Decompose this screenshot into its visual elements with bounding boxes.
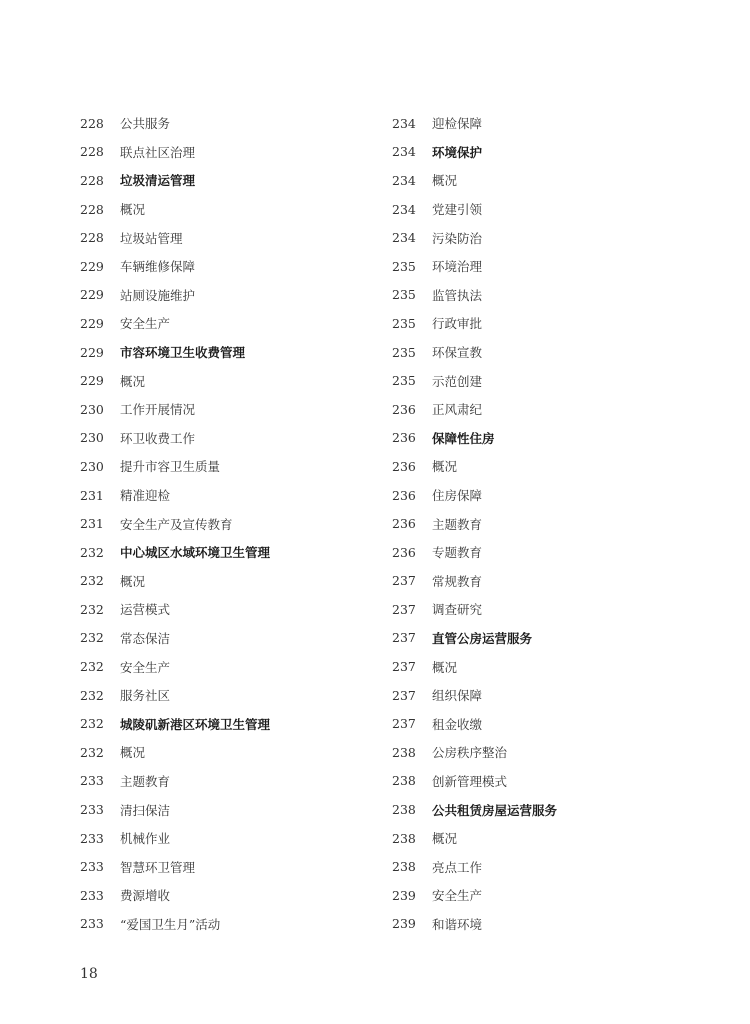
toc-entry-title: 概况 xyxy=(120,573,146,589)
toc-entry-title: 党建引领 xyxy=(432,202,483,218)
toc-entry[interactable] xyxy=(392,481,692,510)
toc-entry[interactable] xyxy=(80,852,380,881)
toc-entry-title: 监管执法 xyxy=(432,287,483,303)
toc-page-number: 231 xyxy=(80,516,104,532)
toc-entry-title: 机械作业 xyxy=(120,831,171,847)
toc-page-number: 233 xyxy=(80,916,104,932)
toc-entry-title: 住房保障 xyxy=(432,488,483,504)
toc-section-heading[interactable] xyxy=(80,538,380,567)
toc-page-number: 235 xyxy=(392,315,416,331)
toc-entry[interactable] xyxy=(80,424,380,453)
toc-entry-title: 租金收缴 xyxy=(432,716,483,732)
toc-section-heading[interactable] xyxy=(80,709,380,738)
toc-entry-title: 公共租赁房屋运营服务 xyxy=(432,802,558,818)
toc-entry[interactable] xyxy=(80,738,380,767)
toc-page-number: 228 xyxy=(80,172,104,188)
toc-entry-title: 环卫收费工作 xyxy=(120,430,196,446)
toc-page-number: 232 xyxy=(80,659,104,675)
toc-page-number: 235 xyxy=(392,344,416,360)
toc-page-number: 232 xyxy=(80,573,104,589)
toc-page-number: 229 xyxy=(80,258,104,274)
toc-section-heading[interactable] xyxy=(80,166,380,195)
toc-section-heading[interactable] xyxy=(392,795,692,824)
toc-entry[interactable] xyxy=(80,138,380,167)
toc-entry-title: 安全生产 xyxy=(432,888,483,904)
toc-entry-title: 组织保障 xyxy=(432,688,483,704)
toc-entry-title: 安全生产及宣传教育 xyxy=(120,516,233,532)
toc-entry-title: 垃圾站管理 xyxy=(120,230,183,246)
toc-page-number: 234 xyxy=(392,201,416,217)
toc-entry-title: 正风肃纪 xyxy=(432,402,483,418)
toc-section-heading[interactable] xyxy=(392,424,692,453)
toc-entry[interactable] xyxy=(80,681,380,710)
toc-entry-title: 站厕设施维护 xyxy=(120,287,196,303)
toc-page-number: 229 xyxy=(80,344,104,360)
toc-entry-title: 亮点工作 xyxy=(432,859,483,875)
toc-page-number: 228 xyxy=(80,115,104,131)
toc-entry-title: 公房秩序整治 xyxy=(432,745,508,761)
toc-entry[interactable] xyxy=(80,281,380,310)
toc-entry-title: 主题教育 xyxy=(120,773,171,789)
toc-page-number: 237 xyxy=(392,573,416,589)
toc-entry-title: 费源增收 xyxy=(120,888,171,904)
toc-page-number: 238 xyxy=(392,859,416,875)
toc-entry-title: 常态保洁 xyxy=(120,630,171,646)
toc-entry[interactable] xyxy=(392,881,692,910)
toc-entry[interactable] xyxy=(80,452,380,481)
toc-entry-title: 概况 xyxy=(120,745,146,761)
toc-entry-title: 直管公房运营服务 xyxy=(432,630,533,646)
toc-entry-title: 概况 xyxy=(432,831,458,847)
toc-page-number: 233 xyxy=(80,830,104,846)
toc-column-left xyxy=(80,109,380,938)
toc-entry-title: 垃圾清运管理 xyxy=(120,173,196,189)
toc-entry[interactable] xyxy=(80,252,380,281)
toc-entry[interactable] xyxy=(392,910,692,939)
toc-entry-title: 环保宣教 xyxy=(432,345,483,361)
toc-page-number: 237 xyxy=(392,659,416,675)
toc-entry[interactable] xyxy=(392,567,692,596)
toc-entry[interactable] xyxy=(80,652,380,681)
toc-entry[interactable] xyxy=(80,595,380,624)
toc-page-number: 232 xyxy=(80,687,104,703)
toc-entry-title: 车辆维修保障 xyxy=(120,259,196,275)
toc-page-number: 239 xyxy=(392,887,416,903)
toc-page-number: 234 xyxy=(392,144,416,160)
toc-page-number: 232 xyxy=(80,744,104,760)
toc-entry-title: 保障性住房 xyxy=(432,430,495,446)
toc-entry-title: 智慧环卫管理 xyxy=(120,859,196,875)
toc-entry-title: 精准迎检 xyxy=(120,488,171,504)
toc-entry[interactable] xyxy=(80,509,380,538)
toc-entry-title: 创新管理模式 xyxy=(432,773,508,789)
toc-entry-title: 服务社区 xyxy=(120,688,171,704)
toc-entry-title: 安全生产 xyxy=(120,316,171,332)
toc-entry[interactable] xyxy=(80,624,380,653)
toc-page-number: 231 xyxy=(80,487,104,503)
toc-entry-title: 示范创建 xyxy=(432,373,483,389)
toc-entry[interactable] xyxy=(392,338,692,367)
toc-entry-title: 安全生产 xyxy=(120,659,171,675)
toc-page-number: 233 xyxy=(80,773,104,789)
toc-entry[interactable] xyxy=(392,767,692,796)
toc-entry[interactable] xyxy=(392,452,692,481)
toc-entry-title: 环境保护 xyxy=(432,144,483,160)
toc-page-number: 232 xyxy=(80,716,104,732)
toc-entry[interactable] xyxy=(392,166,692,195)
toc-entry[interactable] xyxy=(392,709,692,738)
toc-section-heading[interactable] xyxy=(392,624,692,653)
toc-entry-title: 常规教育 xyxy=(432,573,483,589)
toc-entry-title: 概况 xyxy=(120,373,146,389)
toc-section-heading[interactable] xyxy=(392,138,692,167)
toc-page-number: 239 xyxy=(392,916,416,932)
toc-entry[interactable] xyxy=(80,395,380,424)
toc-entry[interactable] xyxy=(80,910,380,939)
toc-entry[interactable] xyxy=(392,281,692,310)
toc-entry[interactable] xyxy=(392,223,692,252)
toc-page-number: 232 xyxy=(80,601,104,617)
toc-entry-title: 概况 xyxy=(432,659,458,675)
toc-entry[interactable] xyxy=(392,852,692,881)
toc-entry[interactable] xyxy=(392,395,692,424)
toc-page-number: 236 xyxy=(392,458,416,474)
toc-entry[interactable] xyxy=(392,538,692,567)
toc-entry[interactable] xyxy=(392,595,692,624)
toc-page-number: 238 xyxy=(392,773,416,789)
toc-entry-title: 城陵矶新港区环境卫生管理 xyxy=(120,716,271,732)
toc-page-number: 230 xyxy=(80,458,104,474)
toc-entry-title: 行政审批 xyxy=(432,316,483,332)
toc-entry[interactable] xyxy=(80,223,380,252)
toc-page-number: 237 xyxy=(392,687,416,703)
toc-page-number: 236 xyxy=(392,401,416,417)
toc-entry-title: 专题教育 xyxy=(432,545,483,561)
toc-page-number: 236 xyxy=(392,544,416,560)
toc-entry-title: 提升市容卫生质量 xyxy=(120,459,221,475)
toc-page-number: 237 xyxy=(392,716,416,732)
toc-entry[interactable] xyxy=(80,195,380,224)
toc-entry[interactable] xyxy=(392,366,692,395)
toc-entry[interactable] xyxy=(392,195,692,224)
toc-entry[interactable] xyxy=(80,881,380,910)
toc-entry-title: 联点社区治理 xyxy=(120,144,196,160)
toc-entry-title: 市容环境卫生收费管理 xyxy=(120,345,246,361)
toc-page-number: 230 xyxy=(80,401,104,417)
toc-page-number: 229 xyxy=(80,315,104,331)
toc-entry-title: 和谐环境 xyxy=(432,916,483,932)
toc-entry[interactable] xyxy=(80,481,380,510)
toc-page-number: 232 xyxy=(80,544,104,560)
toc-entry[interactable] xyxy=(392,309,692,338)
toc-entry[interactable] xyxy=(80,767,380,796)
toc-page-number: 235 xyxy=(392,373,416,389)
toc-page-number: 235 xyxy=(392,258,416,274)
toc-page-number: 234 xyxy=(392,172,416,188)
toc-entry-title: 概况 xyxy=(120,202,146,218)
toc-entry[interactable] xyxy=(392,509,692,538)
toc-entry[interactable] xyxy=(392,652,692,681)
toc-entry-title: 主题教育 xyxy=(432,516,483,532)
toc-entry-title: “爱国卫生月”活动 xyxy=(120,916,221,932)
toc-page-number: 238 xyxy=(392,744,416,760)
toc-entry[interactable] xyxy=(80,824,380,853)
toc-page-number: 232 xyxy=(80,630,104,646)
toc-entry[interactable] xyxy=(392,681,692,710)
toc-page-number: 237 xyxy=(392,601,416,617)
toc-section-heading[interactable] xyxy=(80,338,380,367)
toc-page-number: 233 xyxy=(80,859,104,875)
toc-entry[interactable] xyxy=(392,738,692,767)
toc-page-number: 236 xyxy=(392,487,416,503)
toc-page-number: 234 xyxy=(392,230,416,246)
toc-entry[interactable] xyxy=(392,252,692,281)
page-number: 18 xyxy=(80,966,98,982)
toc-page-number: 236 xyxy=(392,430,416,446)
toc-page-number: 238 xyxy=(392,802,416,818)
toc-entry[interactable] xyxy=(392,824,692,853)
toc-page-number: 235 xyxy=(392,287,416,303)
toc-entry-title: 迎检保障 xyxy=(432,116,483,132)
toc-column-right xyxy=(392,109,692,938)
toc-entry-title: 中心城区水域环境卫生管理 xyxy=(120,545,271,561)
toc-page-number: 230 xyxy=(80,430,104,446)
toc-page-number: 236 xyxy=(392,516,416,532)
toc-entry[interactable] xyxy=(80,795,380,824)
toc-entry-title: 概况 xyxy=(432,459,458,475)
toc-page-number: 238 xyxy=(392,830,416,846)
toc-page-number: 229 xyxy=(80,287,104,303)
toc-entry-title: 运营模式 xyxy=(120,602,171,618)
toc-entry-title: 调查研究 xyxy=(432,602,483,618)
toc-entry[interactable] xyxy=(80,366,380,395)
toc-entry-title: 公共服务 xyxy=(120,116,171,132)
toc-page-number: 233 xyxy=(80,802,104,818)
toc-entry-title: 工作开展情况 xyxy=(120,402,196,418)
toc-entry[interactable] xyxy=(80,109,380,138)
toc-entry[interactable] xyxy=(80,309,380,338)
toc-entry[interactable] xyxy=(392,109,692,138)
toc-page-number: 237 xyxy=(392,630,416,646)
toc-page-number: 229 xyxy=(80,373,104,389)
toc-page-number: 233 xyxy=(80,887,104,903)
toc-entry[interactable] xyxy=(80,567,380,596)
toc-entry-title: 环境治理 xyxy=(432,259,483,275)
toc-entry-title: 清扫保洁 xyxy=(120,802,171,818)
toc-entry-title: 污染防治 xyxy=(432,230,483,246)
toc-entry-title: 概况 xyxy=(432,173,458,189)
toc-page-number: 234 xyxy=(392,115,416,131)
toc-page-number: 228 xyxy=(80,144,104,160)
toc-page-number: 228 xyxy=(80,201,104,217)
toc-page-number: 228 xyxy=(80,230,104,246)
